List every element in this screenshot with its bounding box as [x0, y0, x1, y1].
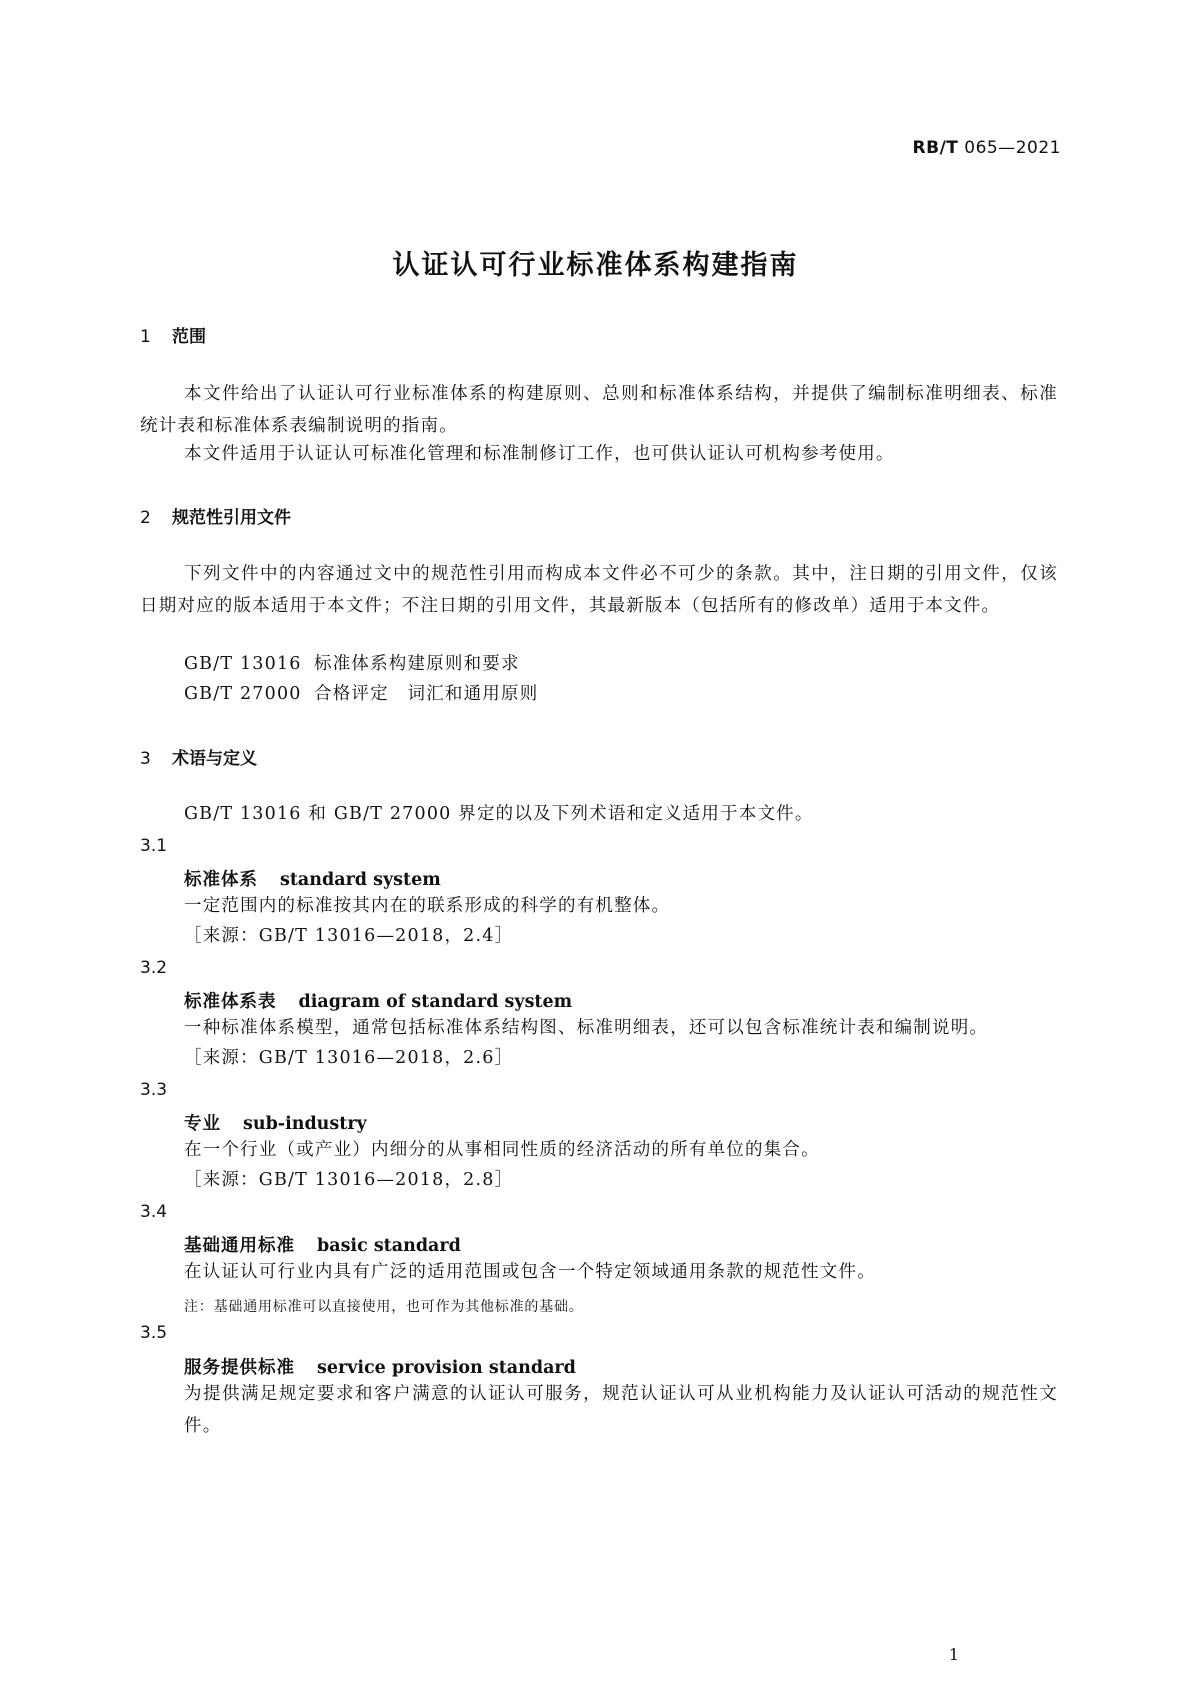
- document-code-number: 065—2021: [964, 138, 1061, 158]
- term-definition: 一定范围内的标准按其内在的联系形成的科学的有机整体。: [184, 896, 671, 916]
- section-number: 3: [140, 749, 151, 769]
- reference-item: [184, 648, 520, 680]
- term-zh: 服务提供标准: [184, 1358, 295, 1378]
- term-heading: [184, 866, 441, 891]
- term-en: basic standard: [317, 1236, 461, 1256]
- term-en: service provision standard: [317, 1358, 576, 1378]
- section-3-intro: GB/T 13016 和 GB/T 27000 界定的以及下列术语和定义适用于本文件。: [184, 804, 814, 824]
- term-definition: 为提供满足规定要求和客户满意的认证认可服务，规范认证认可从业机构能力及认证认可活动的规范性文件。: [184, 1384, 1058, 1436]
- reference-title: 标准体系构建原则和要求: [314, 654, 520, 674]
- section-2-heading: [140, 503, 291, 528]
- term-heading: [184, 1354, 576, 1379]
- term-en: diagram of standard system: [298, 992, 573, 1012]
- section-title: 范围: [172, 327, 206, 347]
- document-code: [913, 138, 1061, 158]
- term-number: 3.5: [140, 1323, 168, 1343]
- reference-code: GB/T 27000: [184, 684, 302, 704]
- document-title: 认证认可行业标准体系构建指南: [392, 250, 799, 281]
- section-number: 2: [140, 508, 151, 528]
- reference-item: [184, 678, 538, 710]
- reference-code: GB/T 13016: [184, 654, 302, 674]
- term-heading: [184, 1110, 367, 1135]
- term-number: 3.4: [140, 1202, 168, 1222]
- term-source: ［来源：GB/T 13016—2018，2.6］: [184, 1048, 514, 1068]
- section-number: 1: [140, 327, 151, 347]
- term-heading: [184, 1232, 461, 1257]
- term-definition: 在一个行业（或产业）内细分的从事相同性质的经济活动的所有单位的集合。: [184, 1140, 820, 1160]
- section-3-heading: [140, 744, 257, 769]
- term-zh: 标准体系: [184, 870, 258, 890]
- section-1-paragraph-1: 本文件给出了认证认可行业标准体系的构建原则、总则和标准体系结构，并提供了编制标准明细表、标准统计表和标准体系表编制说明的指南。: [140, 384, 1058, 436]
- term-source: ［来源：GB/T 13016—2018，2.4］: [184, 926, 514, 946]
- term-number: 3.2: [140, 958, 168, 978]
- section-title: 术语与定义: [172, 749, 257, 769]
- term-number: 3.1: [140, 836, 168, 856]
- section-1-heading: [140, 322, 206, 347]
- section-1-paragraph-2: 本文件适用于认证认可标准化管理和标准制修订工作，也可供认证认可机构参考使用。: [184, 444, 895, 464]
- page-number: 1: [948, 1645, 959, 1664]
- term-heading: [184, 988, 572, 1013]
- section-2-paragraph-1: 下列文件中的内容通过文中的规范性引用而构成本文件必不可少的条款。其中，注日期的引用文件，仅该日期对应的版本适用于本文件；不注日期的引用文件，其最新版本（包括所有的修改单）适用于本文件。: [140, 564, 1058, 616]
- section-title: 规范性引用文件: [172, 508, 291, 528]
- term-definition: 一种标准体系模型，通常包括标准体系结构图、标准明细表，还可以包含标准统计表和编制说明。: [184, 1018, 989, 1038]
- term-zh: 基础通用标准: [184, 1236, 295, 1256]
- term-zh: 标准体系表: [184, 992, 277, 1012]
- term-zh: 专业: [184, 1114, 221, 1134]
- term-en: standard system: [280, 870, 441, 890]
- term-number: 3.3: [140, 1080, 168, 1100]
- document-code-prefix: RB/T: [912, 138, 959, 158]
- reference-title: 合格评定 词汇和通用原则: [314, 684, 539, 704]
- term-source: ［来源：GB/T 13016—2018，2.8］: [184, 1170, 514, 1190]
- term-en: sub-industry: [243, 1114, 367, 1134]
- term-definition: 在认证认可行业内具有广泛的适用范围或包含一个特定领域通用条款的规范性文件。: [184, 1262, 876, 1282]
- term-note: 注：基础通用标准可以直接使用，也可作为其他标准的基础。: [184, 1299, 584, 1315]
